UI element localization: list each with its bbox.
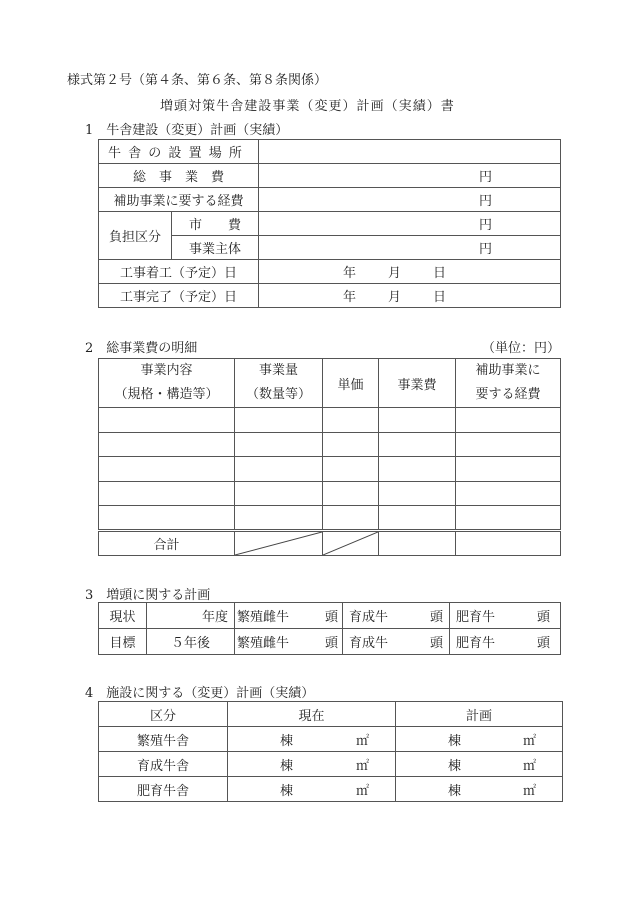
cell[interactable] [99, 506, 235, 531]
unit-label: 頭 [324, 610, 338, 625]
current-field[interactable] [228, 727, 396, 752]
total-label: 合計 [99, 530, 235, 555]
label-subsidy-cost: 補助事業に要する経費 [99, 188, 259, 212]
rearing-label: 育成牛 [349, 610, 389, 625]
section3-heading: 3 増頭に関する計画 [85, 588, 211, 603]
cell[interactable] [379, 481, 456, 506]
cell[interactable] [235, 457, 323, 482]
header-text: 要する経費 [475, 387, 541, 402]
table-row [99, 481, 561, 506]
header-cost: 事業費 [379, 359, 456, 408]
year-label: 年 [343, 290, 357, 305]
area-unit: ㎡ [522, 733, 536, 749]
table-row [99, 188, 561, 212]
header-text: 事業内容 [140, 363, 193, 378]
unit-label: 頭 [429, 636, 443, 651]
diagonal-line [323, 532, 378, 555]
period-field[interactable]: 年度 [147, 603, 235, 629]
header-text: 補助事業に [475, 363, 541, 378]
header-content [99, 359, 235, 408]
diagonal-cell [323, 530, 379, 555]
day-label: 日 [433, 266, 447, 281]
facility-plan-table [98, 701, 563, 802]
header-text: （規格・構造等） [114, 387, 219, 402]
rearing-field[interactable] [343, 603, 450, 629]
fattening-label: 肥育牛 [456, 610, 496, 625]
fattening-field[interactable] [450, 629, 561, 655]
area-unit: ㎡ [355, 733, 369, 749]
cell[interactable] [323, 457, 379, 482]
cost-detail-table [98, 358, 561, 556]
row-label: 繁殖牛舎 [99, 727, 228, 752]
period-field[interactable]: ５年後 [147, 629, 235, 655]
cell[interactable] [99, 457, 235, 482]
table-row [99, 629, 561, 655]
city-cost-field[interactable]: 円 [259, 212, 561, 236]
cell[interactable] [379, 432, 456, 457]
header-row [99, 702, 563, 727]
cell[interactable] [99, 481, 235, 506]
header-category: 区分 [99, 702, 228, 727]
fattening-label: 肥育牛 [456, 636, 496, 651]
row-label: 現状 [99, 603, 147, 629]
current-field[interactable] [228, 752, 396, 777]
building-unit: 棟 [448, 733, 462, 749]
building-unit: 棟 [448, 758, 462, 774]
label-operator: 事業主体 [172, 236, 259, 260]
breeding-label: 繁殖雌牛 [237, 610, 290, 625]
unit-label: 頭 [536, 636, 550, 651]
header-text: 事業量 [258, 363, 298, 378]
label-start-date: 工事着工（予定）日 [99, 260, 259, 284]
building-unit: 棟 [280, 733, 294, 749]
header-quantity [235, 359, 323, 408]
rearing-label: 育成牛 [349, 636, 389, 651]
herd-plan-table [98, 602, 561, 655]
unit-note: （単位：円） [482, 341, 561, 356]
row-label: 目標 [99, 629, 147, 655]
header-unit-price: 単価 [323, 359, 379, 408]
cell[interactable] [456, 432, 561, 457]
table-row [99, 777, 563, 802]
label-location: 牛舎の設置場所 [99, 140, 259, 164]
row-label: 肥育牛舎 [99, 777, 228, 802]
year-label: 年 [343, 266, 357, 281]
location-field[interactable] [259, 140, 561, 164]
label-end-date: 工事完了（予定）日 [99, 284, 259, 308]
header-current: 現在 [228, 702, 396, 727]
current-field[interactable] [228, 777, 396, 802]
start-date-field[interactable] [259, 260, 561, 284]
fattening-field[interactable] [450, 603, 561, 629]
total-row [99, 530, 561, 555]
table-row [99, 164, 561, 188]
label-total-cost: 総 事 業 費 [99, 164, 259, 188]
cell[interactable] [99, 432, 235, 457]
month-label: 月 [388, 266, 402, 281]
area-unit: ㎡ [522, 758, 536, 774]
building-unit: 棟 [280, 758, 294, 774]
area-unit: ㎡ [355, 783, 369, 799]
header-subsidy [456, 359, 561, 408]
plan-field[interactable] [396, 752, 563, 777]
label-burden: 負担区分 [99, 212, 172, 260]
label-city: 市 費 [172, 212, 259, 236]
table-row [99, 140, 561, 164]
cell[interactable] [235, 408, 323, 433]
building-unit: 棟 [280, 783, 294, 799]
cell[interactable] [235, 481, 323, 506]
cell[interactable] [379, 457, 456, 482]
table-row [99, 260, 561, 284]
header-row [99, 359, 561, 408]
cell[interactable] [99, 408, 235, 433]
table-row [99, 752, 563, 777]
cell[interactable] [323, 506, 379, 531]
construction-plan-table [98, 139, 561, 308]
subsidy-cost-field[interactable]: 円 [259, 188, 561, 212]
form-title: 増頭対策牛舎建設事業（変更）計画（実績）書 [160, 99, 455, 114]
breeding-field[interactable] [235, 629, 343, 655]
cell[interactable] [456, 506, 561, 531]
table-row [99, 408, 561, 433]
table-row [99, 457, 561, 482]
table-row [99, 603, 561, 629]
diagonal-cell [235, 530, 323, 555]
day-label: 日 [433, 290, 447, 305]
area-unit: ㎡ [355, 758, 369, 774]
building-unit: 棟 [448, 783, 462, 799]
table-row [99, 506, 561, 531]
operator-cost-field[interactable]: 円 [259, 236, 561, 260]
breeding-field[interactable] [235, 603, 343, 629]
diagonal-line [235, 532, 322, 555]
rearing-field[interactable] [343, 629, 450, 655]
cell[interactable] [323, 432, 379, 457]
table-row [99, 727, 563, 752]
header-text: （数量等） [245, 387, 311, 402]
cell[interactable] [456, 408, 561, 433]
cell[interactable] [323, 408, 379, 433]
cell[interactable] [379, 506, 456, 531]
unit-label: 頭 [429, 610, 443, 625]
cell[interactable] [235, 506, 323, 531]
form-number: 様式第２号（第４条、第６条、第８条関係） [67, 73, 328, 88]
breeding-label: 繁殖雌牛 [237, 636, 290, 651]
table-row [99, 432, 561, 457]
cell[interactable] [456, 457, 561, 482]
cell[interactable] [323, 481, 379, 506]
end-date-field[interactable] [259, 284, 561, 308]
total-subsidy-cell[interactable] [456, 530, 561, 555]
section2-heading: 2 総事業費の明細 [85, 341, 198, 356]
section1-heading: 1 牛舎建設（変更）計画（実績） [85, 123, 289, 138]
table-row [99, 284, 561, 308]
area-unit: ㎡ [522, 783, 536, 799]
plan-field[interactable] [396, 727, 563, 752]
header-plan: 計画 [396, 702, 563, 727]
cell[interactable] [235, 432, 323, 457]
month-label: 月 [388, 290, 402, 305]
section4-heading: 4 施設に関する（変更）計画（実績） [85, 686, 315, 701]
unit-label: 頭 [536, 610, 550, 625]
total-cost-field[interactable]: 円 [259, 164, 561, 188]
total-cost-cell[interactable] [379, 530, 456, 555]
cell[interactable] [379, 408, 456, 433]
unit-label: 頭 [324, 636, 338, 651]
cell[interactable] [456, 481, 561, 506]
plan-field[interactable] [396, 777, 563, 802]
row-label: 育成牛舎 [99, 752, 228, 777]
table-row [99, 212, 561, 236]
